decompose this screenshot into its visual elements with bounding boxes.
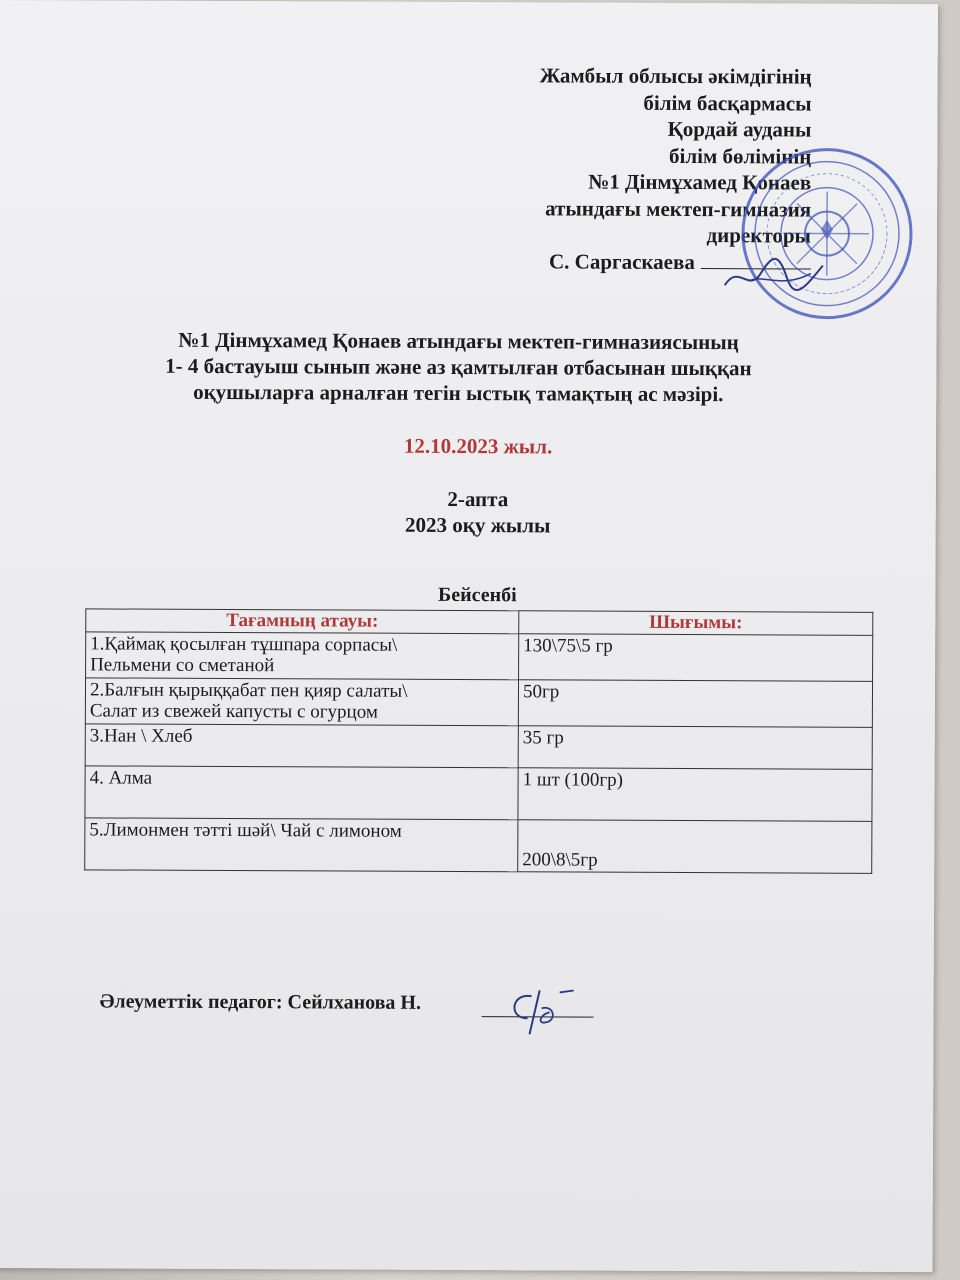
title-line-3: оқушыларға арналған тегін ыстық тамақтың ас мәзірі. — [193, 379, 724, 407]
yield-cell: 1 шт (100гр) — [518, 768, 872, 822]
approval-line-2: білім басқармасы — [643, 90, 812, 116]
title-line-1: №1 Дінмұхамед Қонаев атындағы мектеп-гимназиясының — [178, 327, 739, 355]
director-name: С. Саргаскаева — [549, 248, 695, 274]
menu-date: 12.10.2023 жыл. — [403, 433, 553, 459]
yield-cell: 50гр — [518, 680, 872, 728]
approval-line-7: директоры — [706, 223, 812, 248]
table-header-row — [86, 609, 873, 635]
yield-cell: 130\75\5 гр — [519, 634, 873, 682]
dish-name-cell — [86, 632, 519, 680]
dish-name-line: 1.Қаймақ қосылған тұшпара сорпасы\ — [90, 633, 398, 656]
dish-name-cell — [85, 678, 518, 726]
table-row — [86, 632, 873, 681]
table-row — [85, 678, 872, 727]
dish-name-cell: 3.Нан \ Хлеб — [85, 724, 518, 768]
table-row — [85, 766, 872, 821]
footer-role: Әлеуметтік педагог: — [99, 990, 283, 1014]
table-row — [85, 818, 872, 873]
signature-icon — [501, 978, 581, 1038]
dish-name-line: 2.Балғын қырыққабат пен қияр салаты\ — [89, 679, 408, 702]
menu-table — [84, 608, 873, 873]
week-label: 2-апта — [447, 486, 509, 512]
yield-cell: 200\8\5гр — [518, 820, 872, 874]
approval-line-5: №1 Дінмұхамед Қонаев — [588, 169, 812, 195]
day-of-week: Бейсенбі — [438, 583, 517, 607]
dish-name-line: Салат из свежей капусты с огурцом — [89, 700, 378, 723]
dish-name-line: Пельмени со сметаной — [90, 654, 275, 677]
approval-line-3: Қордай ауданы — [667, 116, 812, 142]
approval-line-4: білім бөлімінің — [668, 143, 812, 169]
yield-cell: 35 гр — [518, 726, 872, 770]
week-block — [298, 485, 658, 539]
dish-name-cell: 4. Алма — [85, 766, 518, 820]
header-yield: Шығымы: — [519, 611, 873, 636]
menu-title — [78, 326, 838, 407]
approval-line-6: атындағы мектеп-гимназия — [545, 195, 812, 222]
footer-signature-block — [100, 990, 421, 1014]
title-line-2: 1- 4 бастауыш сынып және аз қамтылған отбасынан шыққан — [165, 353, 752, 381]
signature-icon — [719, 243, 829, 303]
dish-name-cell: 5.Лимонмен тәтті шәй\ Чай с лимоном — [85, 818, 518, 872]
approval-line-1: Жамбыл облысы әкімдігінің — [539, 63, 812, 89]
footer-name: Сейлханова Н. — [287, 991, 422, 1014]
header-dish-name: Тағамның атауы: — [86, 609, 519, 634]
table-row — [85, 724, 872, 769]
school-year: 2023 оқу жылы — [404, 512, 551, 538]
